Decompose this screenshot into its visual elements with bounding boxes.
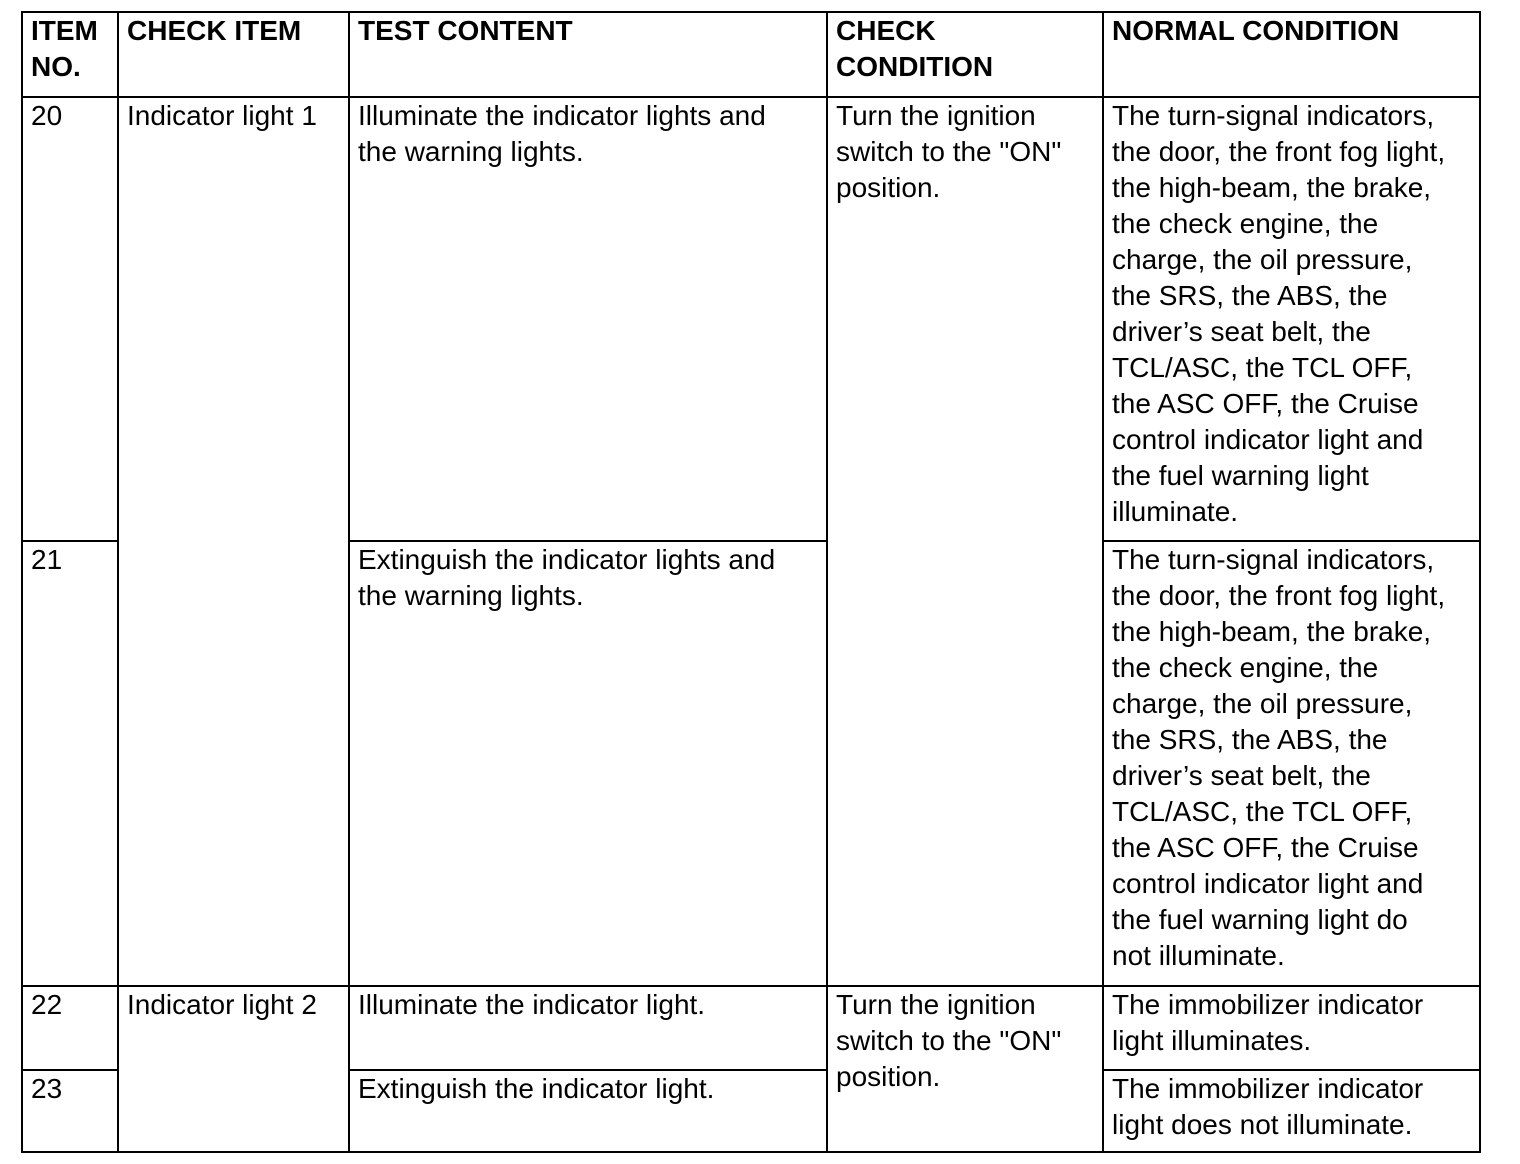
check-item-cell: Indicator light 2 — [118, 986, 349, 1152]
test-content-cell: Illuminate the indicator light. — [349, 986, 827, 1070]
item-no-cell: 21 — [22, 541, 118, 986]
item-no-cell: 22 — [22, 986, 118, 1070]
header-item-no: ITEM NO. — [22, 12, 118, 97]
test-content-cell: Extinguish the indicator lights and the warning lights. — [349, 541, 827, 986]
table-header — [22, 12, 1480, 97]
header-check-item: CHECK ITEM — [118, 12, 349, 97]
check-table — [21, 11, 1481, 1153]
header-test-content: TEST CONTENT — [349, 12, 827, 97]
header-normal-condition: NORMAL CONDITION — [1103, 12, 1480, 97]
test-content-cell: Illuminate the indicator lights and the warning lights. — [349, 97, 827, 541]
table-body — [22, 97, 1480, 1152]
normal-condition-cell: The immobilizer indicator light does not illuminate. — [1103, 1070, 1480, 1152]
check-condition-cell: Turn the ignition switch to the "ON" position. — [827, 986, 1103, 1152]
normal-condition-cell: The turn-signal indicators, the door, the front fog light, the high-beam, the brake, the check engine, the charge, the oil pressure, the SRS, the ABS, the driver’s seat belt, the TCL/ASC, the TCL OFF, the ASC OFF, the Cruise control indicator light and the fuel warning light do not illuminate. — [1103, 541, 1480, 986]
table-row — [22, 97, 1480, 541]
header-check-condition: CHECK CONDITION — [827, 12, 1103, 97]
normal-condition-cell: The turn-signal indicators, the door, the front fog light, the high-beam, the brake, the check engine, the charge, the oil pressure, the SRS, the ABS, the driver’s seat belt, the TCL/ASC, the TCL OFF, the ASC OFF, the Cruise control indicator light and the fuel warning light illuminate. — [1103, 97, 1480, 541]
check-condition-cell: Turn the ignition switch to the "ON" position. — [827, 97, 1103, 986]
table-row — [22, 986, 1480, 1070]
item-no-cell: 23 — [22, 1070, 118, 1152]
item-no-cell: 20 — [22, 97, 118, 541]
normal-condition-cell: The immobilizer indicator light illuminates. — [1103, 986, 1480, 1070]
check-item-cell: Indicator light 1 — [118, 97, 349, 986]
test-content-cell: Extinguish the indicator light. — [349, 1070, 827, 1152]
header-row — [22, 12, 1480, 97]
